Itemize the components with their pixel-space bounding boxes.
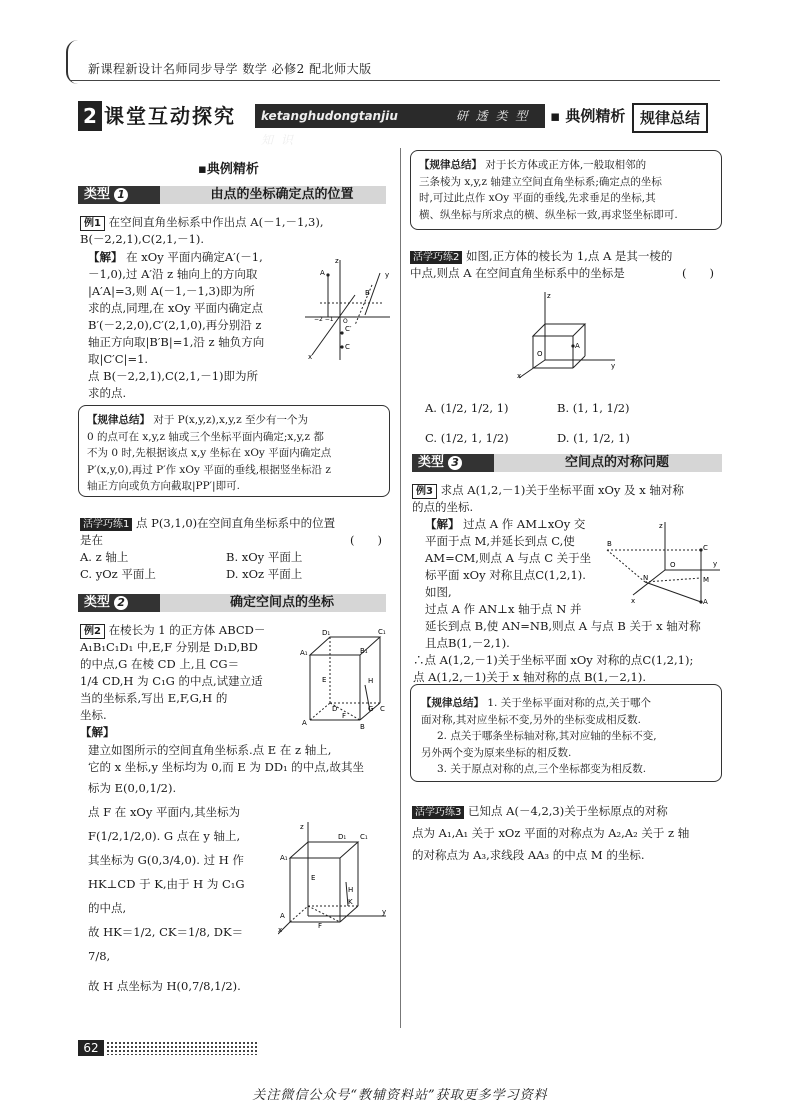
svg-text:x: x (631, 597, 636, 605)
example-1: 例1 在空间直角坐标系中作出点 A(－1,－1,3), B(－2,2,1),C(2,1,－1). (80, 215, 324, 246)
footer-note: 关注微信公众号“教辅资料站”获取更多学习资料 (252, 1088, 548, 1103)
svg-text:B: B (360, 723, 365, 731)
section-title-text: 典例精析 (206, 162, 259, 177)
header-decoration (66, 40, 78, 84)
svg-text:D: D (332, 705, 338, 713)
svg-text:A: A (320, 269, 325, 277)
svg-text:A₁: A₁ (280, 854, 288, 862)
svg-text:H: H (368, 677, 374, 685)
svg-text:F: F (342, 712, 347, 720)
chapter-number: 2 (78, 101, 102, 131)
svg-text:O: O (537, 350, 543, 358)
svg-text:H: H (348, 886, 354, 894)
example-1-solution: 【解】 在 xOy 平面内确定A′(－1, －1,0),过 A′沿 z 轴向上的方向取 |A′A|=3,则 A(－1,－1,3)即为所 求的点,同理,在 xOy 平面内确定点 B′(－2,2,0),C′(2,1,0),再分别沿 z 轴正方向取|B′B|=1,沿 z 轴负方向 取|C′C|=1. 点 B(－2,2,1),C(2,1,－1)即为所 求的点. (88, 250, 265, 400)
svg-text:z: z (547, 292, 551, 300)
rule-summary-top: 【规律总结】 对于长方体或正方体,一般取相邻的 三条棱为 x,y,z 轴建立空间直角坐标系;确定点的坐标 时,可过此点作 xOy 平面的垂线,先求垂足的坐标,其 横、纵坐标与所求点的横、纵坐标一致,再求竖坐标即可. (410, 150, 722, 230)
svg-text:E: E (311, 874, 316, 882)
tab-examples-label: 典例精析 (565, 107, 626, 125)
svg-text:N: N (643, 574, 649, 582)
example-2-solution-cont: 点 F 在 xOy 平面内,其坐标为 F(1/2,1/2,0). G 点在 y 轴上, 其坐标为 G(0,3/4,0). 过 H 作 HK⊥CD 于 K,由于 H 为 C₁G 的中点, 故 HK＝1/2, CK＝1/8, DK＝ 7/8, 故 H 点坐标为 H(0,7/8,1/2). (88, 805, 245, 993)
type-number-icon: 2 (114, 596, 128, 610)
page-number-dots (106, 1041, 258, 1055)
rule-summary-1: 【规律总结】 对于 P(x,y,z),x,y,z 至少有一个为 0 的点可在 x,y,z 轴或三个坐标平面内确定;x,y,z 都 不为 0 时,先根据该点 x,y 坐标在 xOy 平面内确定点 P′(x,y,0),再过 P′作 xOy 平面的垂线,根据竖坐标沿 z 轴正方向或负方向截取|PP′|即可. (78, 405, 390, 497)
example-3-solution: 【解】 过点 A 作 AM⊥xOy 交 平面于点 M,并延长到点 C,使 AM=CM,则点 A 与点 C 关于坐 标平面 xOy 对称且点C(1,2,1). 如图, 过点 A 作 AN⊥x 轴于点 N 并 (425, 517, 592, 616)
svg-text:B: B (607, 540, 612, 548)
svg-text:z: z (335, 257, 339, 265)
svg-text:B₁: B₁ (360, 647, 368, 655)
type-bar-3 (412, 454, 722, 472)
svg-text:y: y (385, 271, 390, 279)
figure-cube-3 (505, 288, 620, 380)
type-bar-2 (78, 594, 386, 612)
svg-text:z: z (659, 522, 663, 530)
type-title-2: 确定空间点的坐标 (229, 595, 334, 610)
section-title: ▪典例精析 (198, 162, 259, 177)
svg-text:K: K (348, 898, 353, 906)
option-d[interactable]: D. (1, 1/2, 1) (557, 431, 630, 445)
page-number: 62 (78, 1040, 104, 1056)
chapter-title: 课堂互动探究 (104, 104, 236, 128)
option-c[interactable]: C. (1/2, 1, 1/2) (425, 431, 509, 445)
practice-tag: 活学巧练3 (412, 806, 464, 819)
tab-examples: ▪ 典例精析 (550, 107, 626, 125)
tab-rules: 规律总结 (632, 103, 708, 133)
figure-cube-2 (278, 820, 393, 938)
svg-text:A: A (280, 912, 285, 920)
svg-text:A₁: A₁ (300, 649, 308, 657)
practice-tag: 活学巧练1 (80, 518, 132, 531)
pinyin-text: ketanghudongtanjiu (261, 109, 398, 123)
svg-text:y: y (382, 908, 387, 916)
example-2-solution: 建立如图所示的空间直角坐标系.点 E 在 z 轴上, 它的 x 坐标,y 坐标均为 0,而 E 为 DD₁ 的中点,故其坐 标为 E(0,0,1/2). (88, 743, 364, 795)
svg-text:x: x (517, 372, 522, 380)
type-number-icon: 3 (448, 456, 462, 470)
example-tag: 例3 (412, 484, 437, 499)
practice-3: 活学巧练3 已知点 A(－4,2,3)关于坐标原点的对称 点为 A₁,A₁ 关于 xOz 平面的对称点为 A₂,A₂ 关于 z 轴 的对称点为 A₃,求线段 AA₃ 的中点 M 的坐标. (412, 804, 690, 862)
svg-text:x: x (278, 926, 283, 934)
svg-text:D₁: D₁ (322, 629, 331, 637)
type-label-1: 类型 1 (78, 186, 160, 204)
svg-text:C: C (703, 544, 708, 552)
practice-2-options (425, 393, 715, 453)
svg-text:D₁: D₁ (338, 833, 347, 841)
svg-text:C′: C′ (345, 325, 352, 333)
chapter-pinyin (255, 104, 545, 147)
practice-1: 活学巧练1 点 P(3,1,0)在空间直角坐标系中的位置 是在 ( ) A. z 轴上 B. xOy 平面上 C. yOz 平面上 D. xOz 平面上 (80, 516, 382, 581)
svg-text:A: A (703, 598, 708, 606)
practice-tag: 活学巧练2 (410, 251, 462, 264)
type-label-2: 类型 2 (78, 594, 160, 612)
svg-text:C₁: C₁ (360, 833, 368, 841)
header-rule (70, 80, 720, 81)
figure-cube-1 (290, 625, 390, 735)
type-label-3: 类型 3 (412, 454, 494, 472)
practice-2: 活学巧练2 如图,正方体的棱长为 1,点 A 是其一棱的 中点,则点 A 在空间直角坐标系中的坐标是 ( ) (410, 249, 714, 280)
figure-symmetry (605, 520, 723, 606)
svg-text:O: O (343, 318, 348, 325)
svg-text:C₁: C₁ (378, 628, 386, 636)
example-2: 例2 在棱长为 1 的正方体 ABCD－ A₁B₁C₁D₁ 中,E,F 分别是 D₁D,BD 的中点,G 在棱 CD 上,且 CG＝ 1/4 CD,H 为 C₁G 的中点,试建立适 当的坐标系,写出 E,F,G,H 的 坐标. 【解】 (80, 623, 266, 739)
svg-text:O: O (670, 561, 676, 569)
pinyin-subtitle: 研 透 类 型 知 识 (261, 109, 530, 147)
svg-text:A: A (302, 719, 307, 727)
svg-text:F: F (318, 922, 323, 930)
type-title-3: 空间点的对称问题 (564, 455, 669, 470)
svg-text:E: E (322, 676, 327, 684)
svg-text:z: z (300, 823, 304, 831)
example-tag: 例1 (80, 216, 105, 231)
svg-text:C: C (380, 705, 385, 713)
option-a[interactable]: A. (1/2, 1/2, 1) (425, 401, 509, 415)
svg-text:y: y (611, 362, 616, 370)
svg-text:y: y (713, 560, 718, 568)
type-bar-1 (78, 186, 386, 204)
column-divider (400, 148, 401, 1028)
example-3: 例3 求点 A(1,2,－1)关于坐标平面 xOy 及 x 轴对称 的点的坐标. (412, 483, 684, 514)
type-title-1: 由点的坐标确定点的位置 (210, 187, 354, 202)
book-header: 新课程新设计名师同步导学 数学 必修2 配北师大版 (88, 62, 372, 76)
rule-summary-3: 【规律总结】 1. 关于坐标平面对称的点,关于哪个 面对称,其对应坐标不变,另外的坐标变成相反数. 2. 点关于哪条坐标轴对称,其对应轴的坐标不变, 另外两个变为原来坐标的相反数. 3. 关于原点对称的点,三个坐标都变为相反数. (410, 684, 722, 782)
svg-text:M: M (703, 576, 710, 584)
type-number-icon: 1 (114, 188, 128, 202)
svg-text:G: G (368, 705, 374, 713)
svg-text:A: A (575, 342, 580, 350)
figure-axes-points (300, 255, 395, 367)
example-3-solution-cont: 延长到点 B,使 AN=NB,则点 A 与点 B 关于 x 轴对称 且点B(1,－2,1). ∴点 A(1,2,－1)关于坐标平面 xOy 对称的点C(1,2,1); 点 A(1,2,－1)关于 x 轴对称的点 B(1,－2,1). (413, 619, 701, 684)
example-tag: 例2 (80, 624, 105, 639)
svg-text:−2 −1: −2 −1 (314, 316, 334, 323)
option-b[interactable]: B. (1, 1, 1/2) (557, 401, 630, 415)
svg-text:x: x (308, 353, 313, 361)
svg-text:C: C (345, 343, 350, 351)
svg-text:B: B (365, 289, 370, 297)
